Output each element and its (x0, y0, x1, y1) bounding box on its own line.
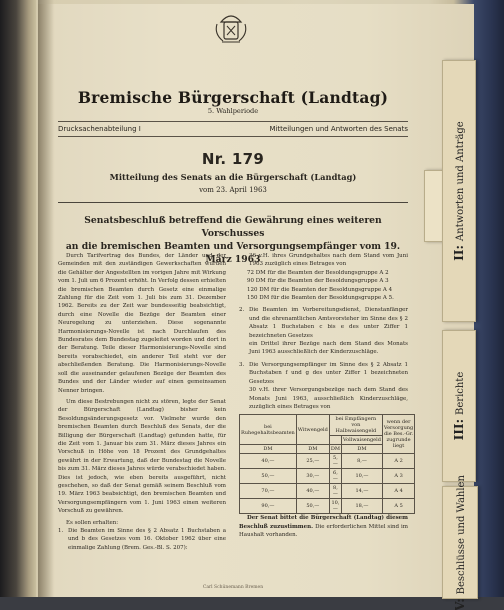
page-title: Bremische Bürgerschaft (Landtag) (77, 88, 389, 107)
printer-imprint: Carl Schünemann Bremen (202, 585, 264, 590)
paragraph: ein Drittel ihrer Bezüge nach dem Stand des Monats Juni 1963 ausschließlich der Kinderzuschläge. (249, 341, 408, 356)
paragraph: Durch Tarifvertrag des Bundes, der Länder und der Gemeinden mit den zuständigen Gewerkschaften wurden die Gehälter der Angestellten im vorigen Jahre mit Wirkung vom 1. Juli um 6 Prozent erhöht. In Verfolg dessen erhielten die bremischen Beamten durch Gesetz eine einmalige Zahlung für die Zeit vom 1. Juli bis zum 31. Dezember 1962. Bereits zu der Zeit war bundesseitig beabsichtigt, durch eine Novelle die Bezüge der Beamten einer Neuregelung zu unterziehen. Diese sogenannte Harmonisierungs-Novelle ist nach Durchlaufen des Bundesrates dem Bundestag zugeleitet worden und dort in der Beratung. Teile dieser Harmonisierungs-Novelle sind bereits vorabschiedet, ein anderer Teil steht vor der abschließenden Beratung. Die Harmonisierungs-Novelle soll die auseinander gelaufenen Bezüge der Beamten des Bundes und der Länder wieder auf einen gemeinsamen Nenner bringen. (58, 253, 226, 394)
left-column (58, 252, 226, 552)
amount-line: 72 DM für die Beamten der Besoldungsgruppe A 2 (247, 269, 389, 276)
tab-antworten[interactable] (442, 60, 476, 322)
tab-label: Berichte (455, 371, 466, 415)
page-content (58, 0, 414, 597)
blank-tab (424, 170, 444, 242)
tab-beschluesse[interactable] (442, 474, 478, 610)
page-gutter-shadow (38, 0, 54, 597)
table-unit-row: DM DM DM DM (240, 445, 415, 454)
document-number: Nr. 179 (201, 150, 265, 168)
subject-line: Senatsbeschluß betreffend die Gewährung eines weiteren Vorschusses (84, 215, 382, 239)
department: Drucksachenabteilung I (58, 125, 141, 133)
table-header-row: Vollwaisengeld (240, 436, 415, 445)
document-date: vom 23. April 1963 (199, 186, 267, 194)
list-item: 3. Die Versorgungsempfänger im Sinne des § 2 Absatz 1 Buchstaben f und g des unter Ziffer 1 bezeichneten Gesetzes (239, 361, 408, 385)
amount-line: 120 DM für die Beamten der Besoldungsgruppe A 4 (247, 286, 393, 293)
amount-line: 90 DM für die Beamten der Besoldungsgruppe A 3 (247, 278, 389, 285)
coat-of-arms-icon (211, 8, 251, 48)
paragraph: 36 v.H. ihres Grundgehaltes nach dem Stand vom Juni 1963 zuzüglich eines Betrages von (249, 253, 408, 268)
paragraph: 30 v.H. ihrer Versorgungsbezüge nach dem Stand des Monats Juni 1963, ausschließlich Kinderzuschläge, zuzüglich eines Betrages von (249, 387, 408, 410)
divider (58, 202, 408, 203)
document-heading: Mitteilung des Senats an die Bürgerschaft (Landtag) (109, 172, 357, 182)
tab-number: II: (452, 245, 466, 261)
header-rule (58, 121, 408, 137)
list-item: 1. Die Beamten im Sinne des § 2 Absatz 1 Buchstaben a und b des Gesetzes vom 16. Oktober 1962 über eine einmalige Zahlung (Brem. Ges.-Bl. S. 207): (58, 528, 226, 551)
left-page-edge (0, 0, 36, 597)
tab-number: V: (453, 597, 467, 610)
table-row: 50,— 30,— 6,— 10,— A 3 (240, 469, 415, 484)
tab-number: III: (452, 418, 466, 441)
tab-berichte[interactable] (442, 330, 476, 482)
closing-paragraph: Der Senat bittet die Bürgerschaft (Landtag) diesem Beschluß zuzustimmen. Die erforderlichen Mittel sind im Haushalt vorhanden. (239, 515, 408, 539)
list-item: 2. Die Beamten im Vorbereitungsdienst, Dienstanfänger und die ehrenamtlichen Amtsvorsteher im Sinne des § 2 Absatz 1 Buchstaben c bis e des unter Ziffer 1 bezeichneten Gesetzes (239, 307, 408, 339)
right-column (239, 252, 414, 540)
index-tabs (424, 0, 480, 610)
table-row: 40,— 25,— 5,— 8,— A 2 (240, 454, 415, 469)
table-row: 70,— 40,— 8,— 14,— A 4 (240, 484, 415, 499)
paragraph: Um diese Bestrebungen nicht zu stören, legte der Senat der Bürgerschaft (Landtag) bisher kein Besoldungsänderungsgesetz vor. Vielmehr wurde den bremischen Beamten durch Beschluß des Senats, der die Billigung der Bürgerschaft (Landtag) gefunden hatte, für die Zeit vom 1. Januar bis zum 31. März dieses Jahres ein Vorschuß in Höhe von 18 Prozent des Grundgehaltes gewährt in der Erwartung, daß der Bundestag die Novelle bis zum 31. März dieses Jahres würde verabschiedet haben. Dies ist jedoch, wie eben bereits ausgeführt, nicht geschehen, so daß der Senat gemäß seinem Beschluß vom 19. März 1963 beabsichtigt, den bremischen Beamten und Versorgungsempfängern vom 1. Juni 1963 einen weiteren Vorschuß zu gewähren. (58, 398, 226, 515)
series: Mitteilungen und Antworten des Senats (269, 125, 408, 133)
subject-line: an die bremischen Beamten und Versorgungsempfänger vom 19. März 1963 (65, 241, 401, 265)
paragraph: Es sollen erhalten: (66, 519, 119, 526)
tab-label: Antworten und Anträge (455, 121, 466, 242)
rates-table (239, 414, 415, 514)
period: 5. Wahlperiode (207, 107, 259, 115)
tab-label: Beschlüsse und Wahlen (456, 474, 467, 594)
table-header-row: bei Ruhegehaltsbeamten Witwengeld bei Empfängern von Halbwaisengeld wenn der Versorgung die Bes.-Gr. zugrunde liegt (240, 415, 415, 436)
amount-line: 150 DM für die Beamten der Besoldungsgruppe A 5. (247, 295, 394, 302)
table-row: 90,— 50,— 10,— 18,— A 5 (240, 499, 415, 514)
